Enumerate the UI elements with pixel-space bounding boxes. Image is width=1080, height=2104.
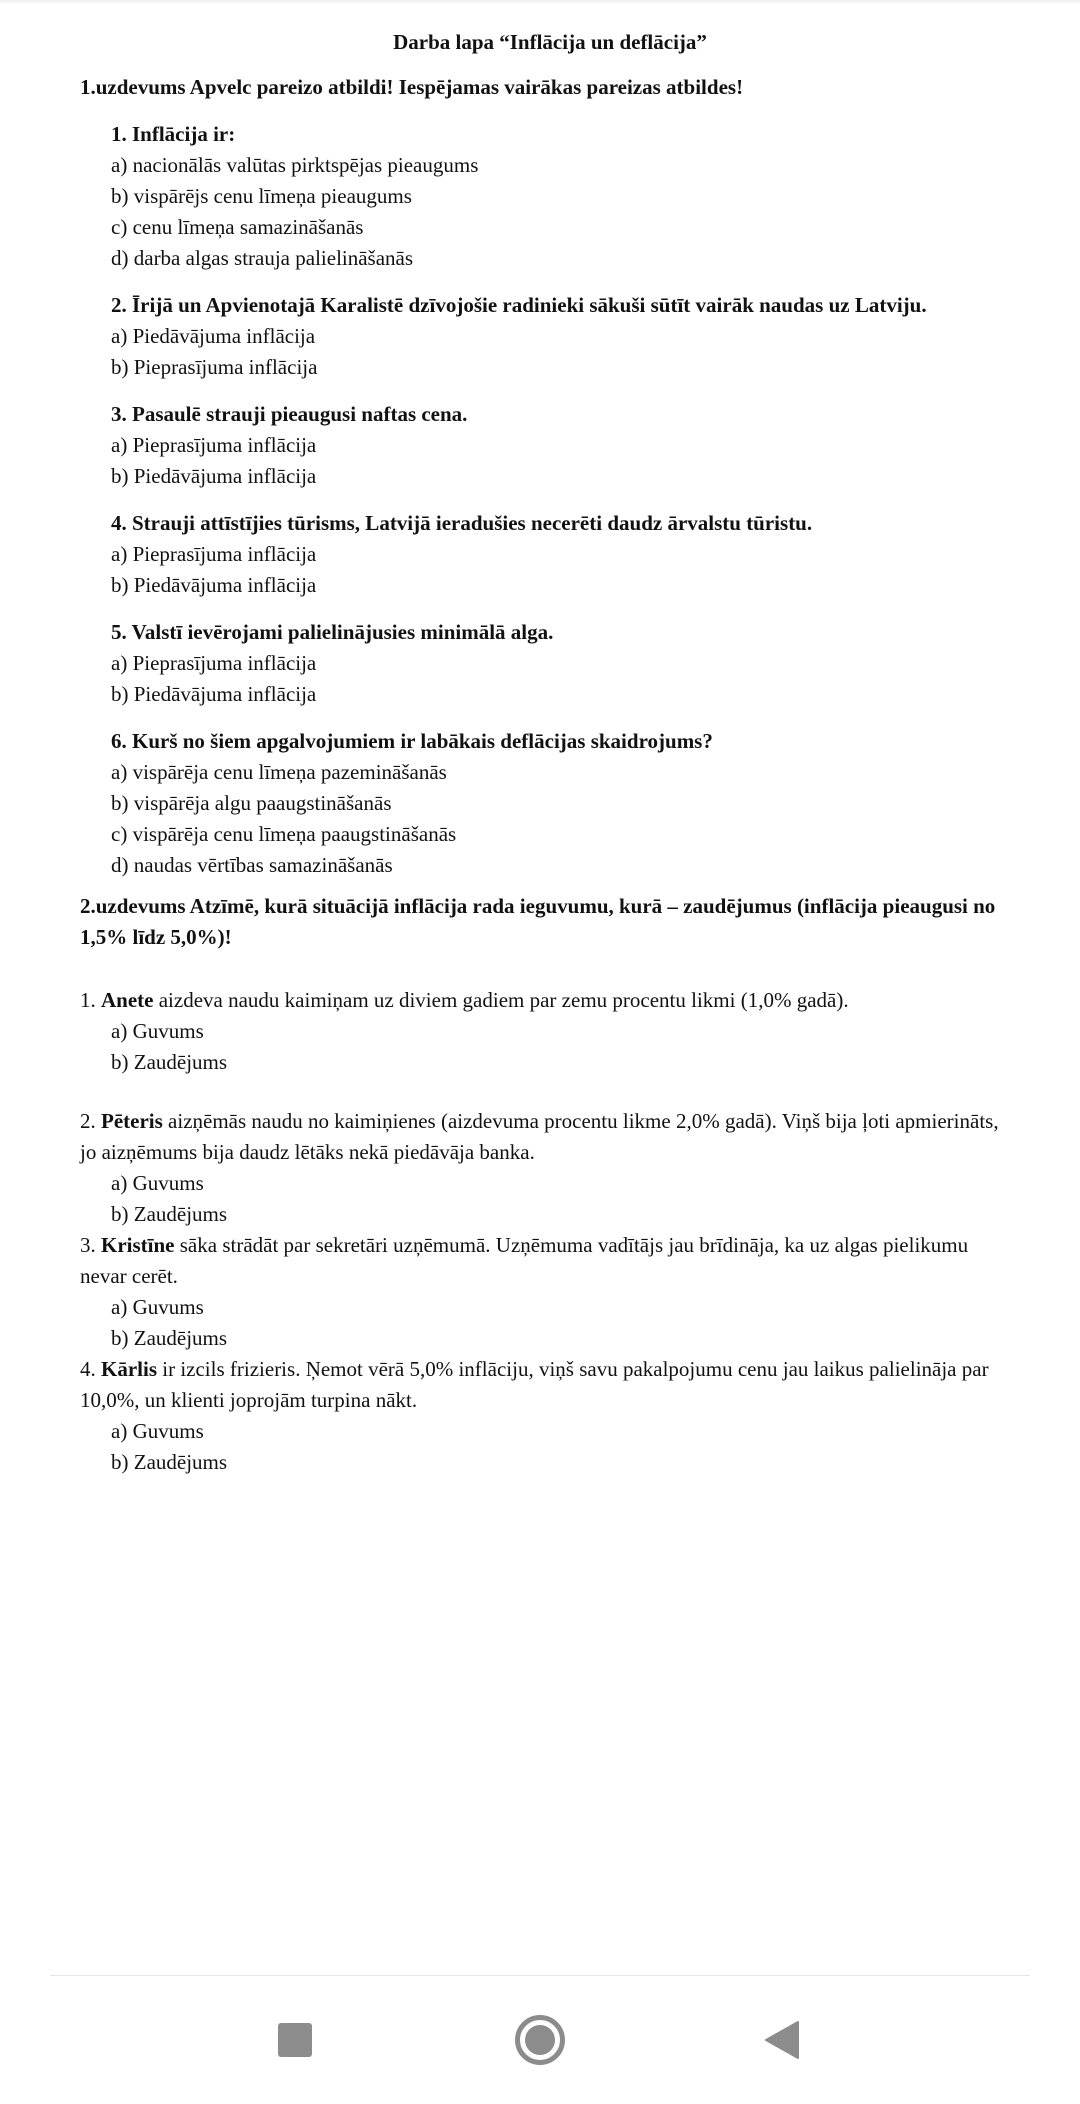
home-icon-dot [525, 2025, 555, 2055]
question-text: 6. Kurš no šiem apgalvojumiem ir labākais deflācijas skaidrojums? [111, 729, 713, 753]
question-3 [111, 399, 1020, 492]
answer-option[interactable]: a) Guvums [111, 1295, 204, 1319]
answer-option[interactable]: c) vispārēja cenu līmeņa paaugstināšanās [111, 822, 457, 846]
answer-option[interactable]: b) Piedāvājuma inflācija [111, 682, 317, 706]
answer-option[interactable]: b) Zaudējums [111, 1326, 228, 1350]
scenario-text [80, 1106, 1020, 1168]
answer-option[interactable]: a) Guvums [111, 1171, 204, 1195]
answer-option[interactable]: a) vispārēja cenu līmeņa pazemināšanās [111, 760, 447, 784]
person-name: Anete [101, 988, 154, 1012]
question-6 [111, 726, 1020, 881]
scenario-description: aizdeva naudu kaimiņam uz diviem gadiem par zemu procentu likmi (1,0% gadā). [158, 988, 849, 1012]
scenario-4 [80, 1354, 1020, 1478]
answer-option[interactable]: a) Piedāvājuma inflācija [111, 324, 316, 348]
back-icon [764, 2020, 800, 2060]
scenario-number: 3. [80, 1233, 96, 1257]
question-text: 2. Īrijā un Apvienotajā Karalistē dzīvojošie radinieki sākuši sūtīt vairāk naudas uz Latviju. [111, 293, 927, 317]
scenario-options [111, 1168, 1020, 1230]
question-5 [111, 617, 1020, 710]
person-name: Pēteris [101, 1109, 163, 1133]
answer-option[interactable]: c) cenu līmeņa samazināšanās [111, 215, 364, 239]
task2-heading: 2.uzdevums Atzīmē, kurā situācijā inflācija rada ieguvumu, kurā – zaudējumus (inflācija pieaugusi no 1,5% līdz 5,0%)! [80, 894, 996, 949]
answer-option[interactable]: d) naudas vērtības samazināšanās [111, 853, 393, 877]
scenario-description: sāka strādāt par sekretāri uzņēmumā. Uzņēmuma vadītājs jau brīdināja, ka uz algas pielikumu nevar cerēt. [80, 1233, 969, 1288]
question-1 [111, 119, 1020, 274]
answer-option[interactable]: b) Zaudējums [111, 1050, 228, 1074]
answer-option[interactable]: a) nacionālās valūtas pirktspējas pieaugums [111, 153, 479, 177]
scenario-number: 2. [80, 1109, 96, 1133]
answer-option[interactable]: d) darba algas strauja palielināšanās [111, 246, 414, 270]
recent-apps-button[interactable] [255, 2010, 335, 2070]
answer-option[interactable]: a) Guvums [111, 1419, 204, 1443]
question-text: 5. Valstī ievērojami palielinājusies minimālā alga. [111, 620, 554, 644]
scenario-options [111, 1416, 1020, 1478]
scenario-text [80, 1230, 1020, 1292]
home-icon [515, 2015, 565, 2065]
back-button[interactable] [742, 2010, 822, 2070]
scenario-text [80, 1354, 1020, 1416]
answer-option[interactable]: a) Pieprasījuma inflācija [111, 651, 317, 675]
answer-option[interactable]: a) Guvums [111, 1019, 204, 1043]
question-4 [111, 508, 1020, 601]
document-page [80, 22, 1020, 1478]
question-2 [111, 290, 1020, 383]
recent-apps-icon [278, 2023, 312, 2057]
scenario-description: aizņēmās naudu no kaimiņienes (aizdevuma procentu likme 2,0% gadā). Viņš bija ļoti apmierināts, jo aizņēmums bija daudz lētāks nekā piedāvāja banka. [80, 1109, 999, 1164]
scenario-number: 4. [80, 1357, 96, 1381]
document-title: Darba lapa “Inflācija un deflācija” [393, 30, 707, 54]
scenario-1 [80, 985, 1020, 1078]
task1-heading: 1.uzdevums Apvelc pareizo atbildi! Iespējamas vairākas pareizas atbildes! [80, 75, 744, 99]
person-name: Kristīne [101, 1233, 175, 1257]
answer-option[interactable]: b) Piedāvājuma inflācija [111, 573, 317, 597]
answer-option[interactable]: b) vispārēja algu paaugstināšanās [111, 791, 392, 815]
answer-option[interactable]: b) Pieprasījuma inflācija [111, 355, 318, 379]
scenario-options [111, 1292, 1020, 1354]
answer-option[interactable]: b) vispārējs cenu līmeņa pieaugums [111, 184, 412, 208]
status-bar-shadow [0, 0, 1080, 4]
scenario-number: 1. [80, 988, 96, 1012]
question-text: 1. Inflācija ir: [111, 122, 236, 146]
answer-option[interactable]: b) Zaudējums [111, 1202, 228, 1226]
scenario-options [111, 1016, 1020, 1078]
answer-option[interactable]: b) Piedāvājuma inflācija [111, 464, 317, 488]
answer-option[interactable]: a) Pieprasījuma inflācija [111, 542, 317, 566]
home-button[interactable] [500, 2010, 580, 2070]
question-text: 4. Strauji attīstījies tūrisms, Latvijā ieradušies necerēti daudz ārvalstu tūristu. [111, 511, 813, 535]
navbar-divider [50, 1975, 1030, 1976]
scenario-3 [80, 1230, 1020, 1354]
question-text: 3. Pasaulē strauji pieaugusi naftas cena. [111, 402, 468, 426]
answer-option[interactable]: b) Zaudējums [111, 1450, 228, 1474]
scenario-description: ir izcils frizieris. Ņemot vērā 5,0% inflāciju, viņš savu pakalpojumu cenu jau laikus palielināja par 10,0%, un klienti joprojām turpina nākt. [80, 1357, 989, 1412]
system-navigation-bar [0, 2010, 1080, 2070]
answer-option[interactable]: a) Pieprasījuma inflācija [111, 433, 317, 457]
task1-questions [111, 119, 1020, 881]
scenario-text [80, 985, 1020, 1016]
scenario-2 [80, 1106, 1020, 1230]
person-name: Kārlis [101, 1357, 157, 1381]
